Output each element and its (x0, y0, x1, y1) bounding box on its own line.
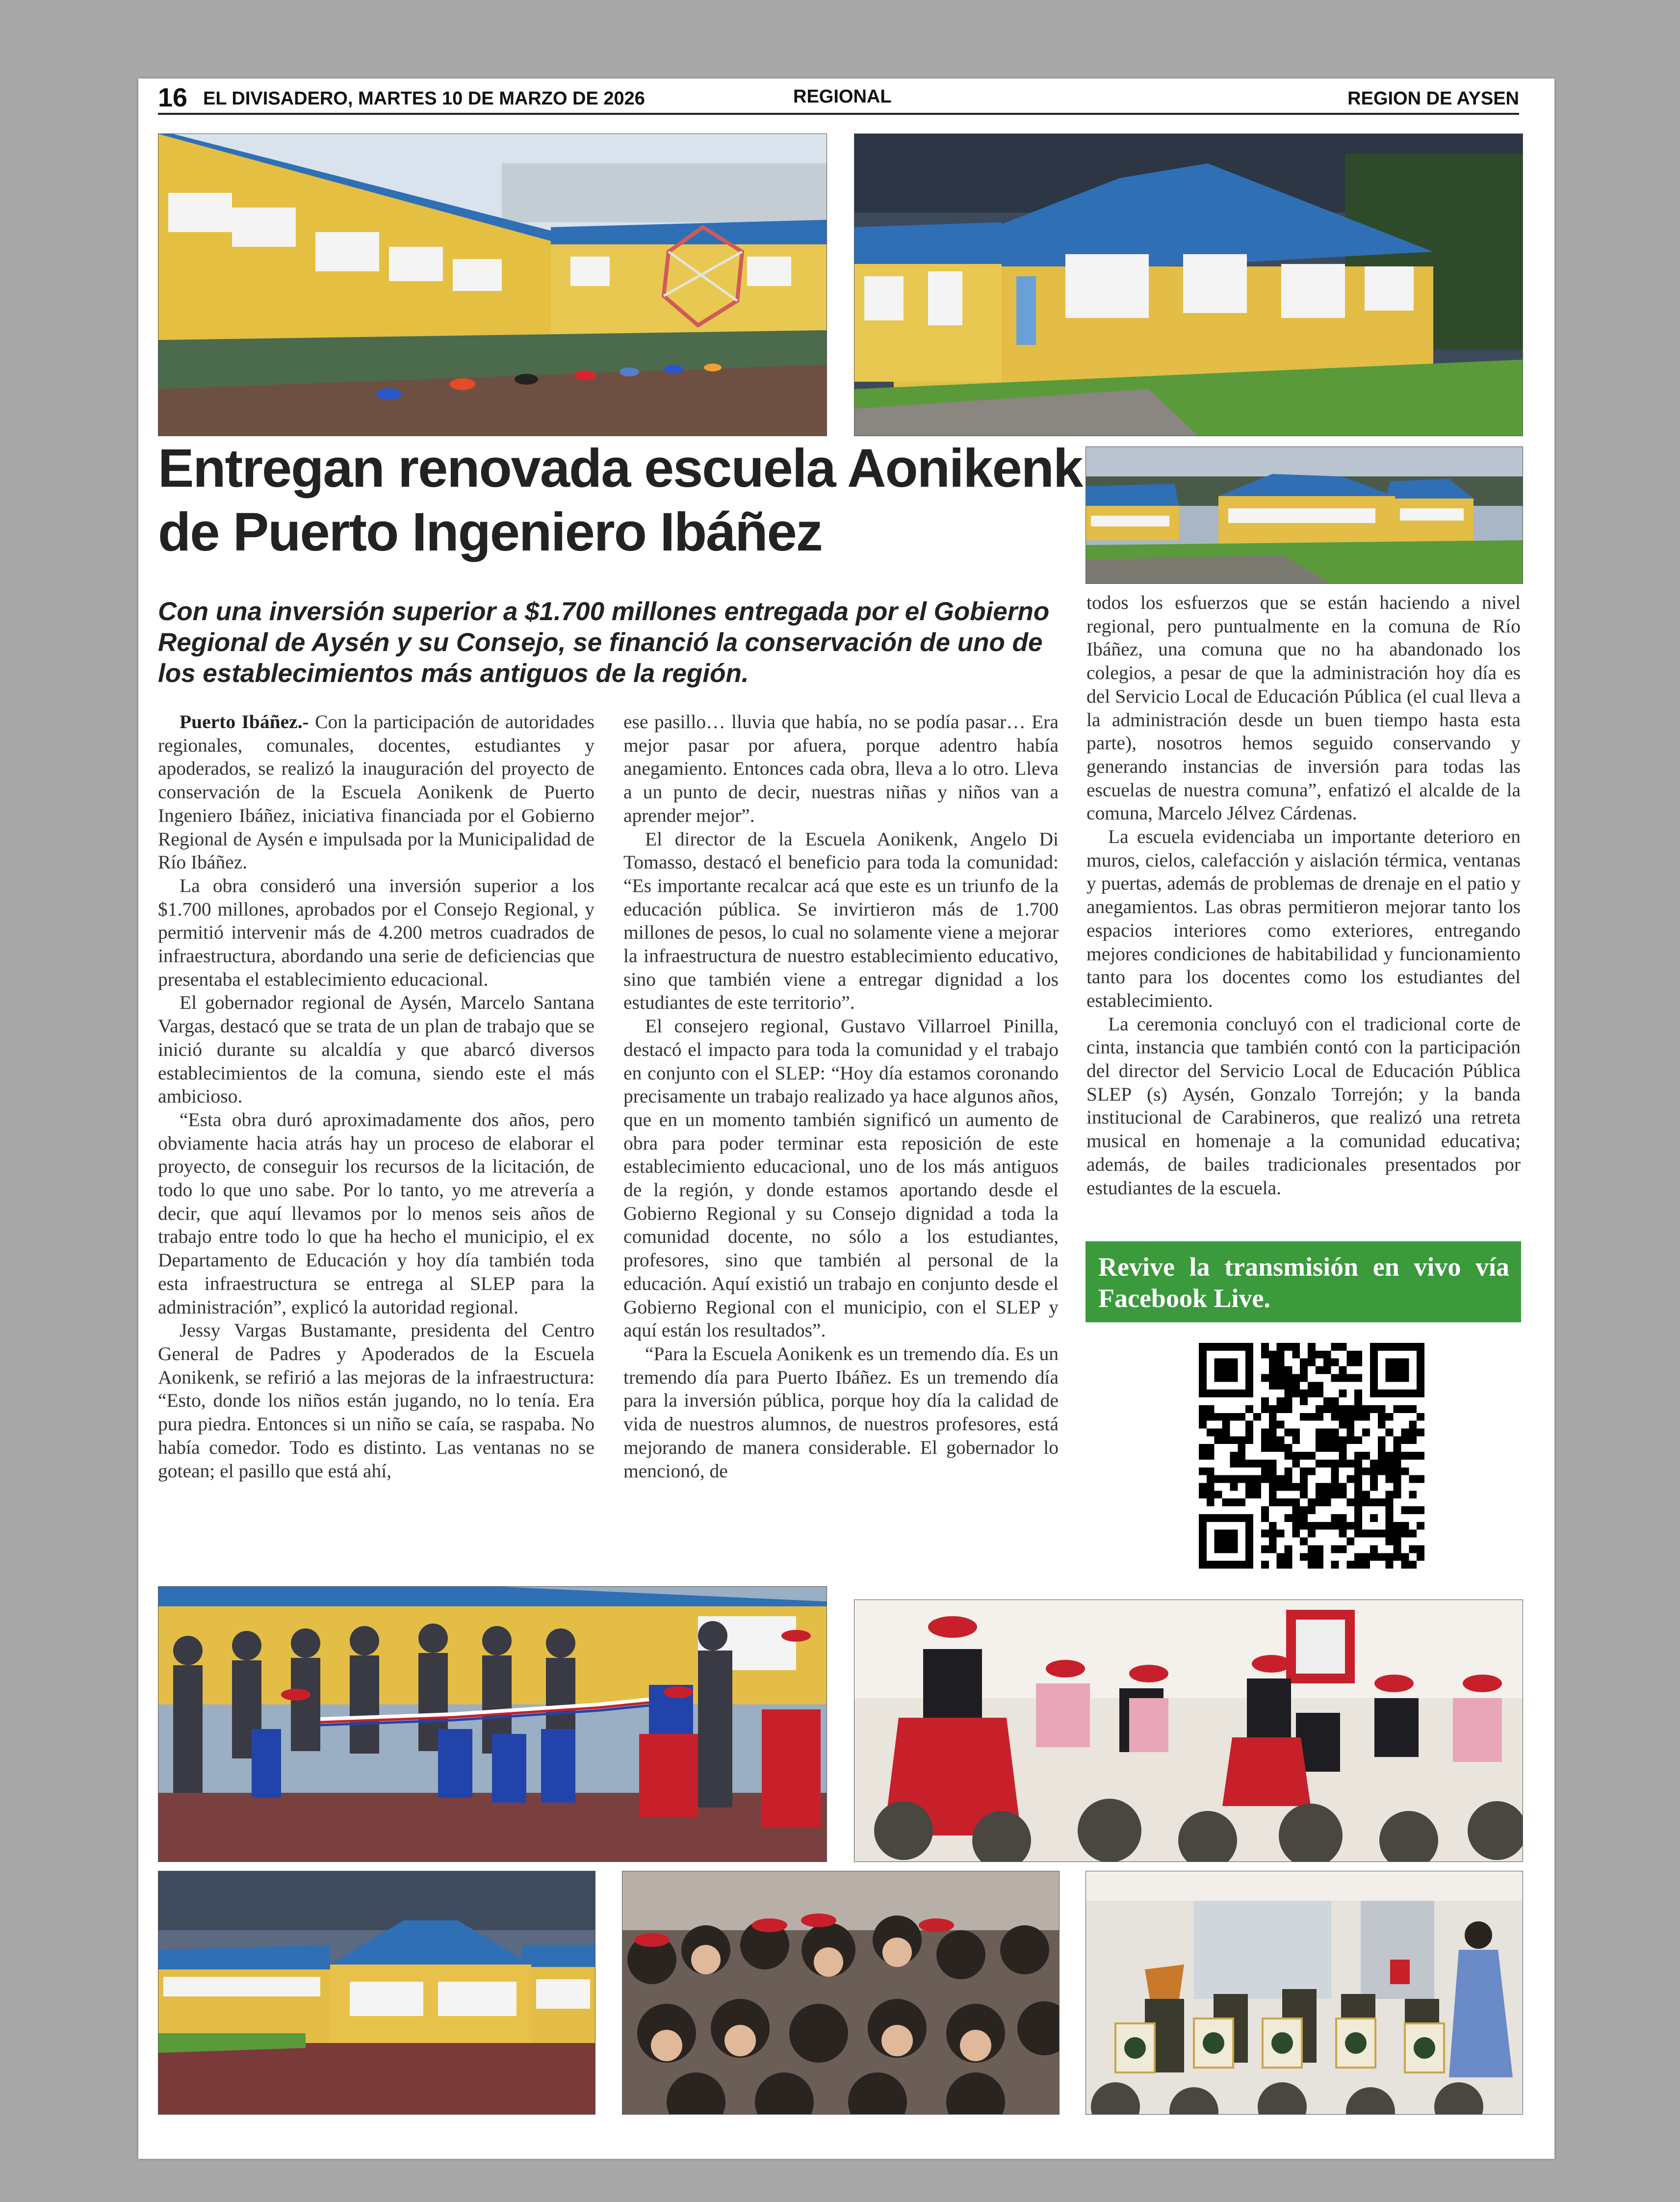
page-header (158, 82, 1519, 115)
paragraph: El director de la Escuela Aonikenk, Angelo Di Tomasso, destacó el beneficio para toda la comunidad: “Es importante recalcar acá que este es un triunfo de la educación pública. Se invirtieron más de 1.700 millones de pesos, lo cual no solamente viene a mejorar la infraestructura de nuestro establecimiento educativo, sino que también viene a entregar dignidad a los estudiantes de este territorio”. (623, 828, 1059, 1014)
school-aerial-wide-photo (1086, 446, 1523, 584)
qr-code[interactable] (1199, 1343, 1424, 1569)
paragraph: “Esta obra duró aproximadamente dos años, pero obviamente hacia atrás hay un proceso de elaborar el proyecto, de conseguir los recursos de la licitación, de todo lo que uno sabe. Por lo tanto, yo me atrevería a decir, que aquí llevamos por lo menos seis años de trabajo entre todo lo que ha hecho el municipio, el ex Departamento de Educación y hoy día también toda esta infraestructura se entrega al SLEP para la administración”, explicó la autoridad regional. (158, 1108, 594, 1318)
page-number: 16 (158, 83, 188, 112)
traditional-dance-photo (854, 1599, 1523, 1862)
article-subhead: Con una inversión superior a $1.700 millones entregada por el Gobierno Regional de Aysén y su Consejo, se financió la conservación de uno de los establecimientos más antiguos de la región. (158, 597, 1050, 688)
paragraph: La obra consideró una inversión superior a los $1.700 millones, aprobados por el Consejo Regional, y permitió intervenir más de 4.200 metros cuadrados de infraestructura, abordando una serie de deficiencias que presentaba el establecimiento educacional. (158, 874, 594, 990)
ribbon-cutting-ceremony-photo (158, 1586, 827, 1862)
school-courtyard-playground-photo (158, 133, 827, 436)
article-column-1 (158, 710, 594, 1483)
carabineros-band-dance-photo (1086, 1871, 1523, 2115)
school-building-exterior-photo (854, 133, 1523, 436)
paragraph: “Para la Escuela Aonikenk es un tremendo día. Es un tremendo día para Puerto Ibáñez. Es un tremendo día para la inversión pública, porque hoy día la calidad de vida de nuestros alumnos, de nuestros profesores, está mejorando de manera considerable. El gobernador lo mencionó, de (623, 1342, 1059, 1482)
section-label: REGIONAL (793, 86, 892, 107)
paper-name-date: EL DIVISADERO, MARTES 10 DE MARZO DE 2026 (203, 88, 645, 109)
article-headline: Entregan renovada escuela Aonikenk de Puerto Ingeniero Ibáñez (158, 438, 1083, 562)
qr-code-graphic (1199, 1343, 1424, 1569)
article-column-2 (623, 710, 1059, 1483)
article-column-3 (1086, 591, 1521, 1200)
paragraph: Jessy Vargas Bustamante, presidenta del Centro General de Padres y Apoderados de la Escuela Aonikenk, se refirió a las mejoras de la infraestructura: “Esto, donde los niños están jugando, no lo tenía. Era pura piedra. Entonces si un niño se caía, se raspaba. No había comedor. Todo es distinto. Las ventanas no se gotean; el pasillo que está ahí, (158, 1319, 594, 1482)
paragraph: ese pasillo… lluvia que había, no se podía pasar… Era mejor pasar por afuera, porque adentro había anegamiento. Entonces cada obra, lleva a lo otro. Lleva a un punto de decir, nuestras niñas y niños van a aprender mejor”. (623, 711, 1059, 826)
paragraph: todos los esfuerzos que se están haciendo a nivel regional, pero puntualmente en la comuna de Río Ibáñez, una comuna que no ha abandonado los colegios, a pesar de que la administración hoy día es del Servicio Local de Educación Pública (el cual lleva a la administración desde un buen tiempo hasta esta parte), nosotros hemos seguido conservando y generando instancias de inversión para todas las escuelas de nuestra comuna”, enfatizó el alcalde de la comuna, Marcelo Jélvez Cárdenas. (1086, 592, 1521, 824)
school-octagonal-building-photo (158, 1871, 595, 2115)
students-audience-photo (622, 1871, 1060, 2115)
paragraph: El consejero regional, Gustavo Villarroel Pinilla, destacó el impacto para toda la comunidad y el trabajo en conjunto con el SLEP: “Hoy día estamos coronando precisamente un trabajo realizado ya hace algunos años, que en un momento también significó un aumento de obra para poder terminar esta reposición de este establecimiento educacional, uno de los más antiguos de la región, y donde estamos aportando desde el Gobierno Regional y su Consejo dignidad a toda la comunidad docente, no sólo a los estudiantes, profesores, sino que también al personal de la educación. Aquí existió un trabajo en conjunto desde el Gobierno Regional con el municipio, con el SLEP y aquí están los resultados”. (623, 1015, 1059, 1341)
paragraph: Puerto Ibáñez.- Con la participación de autoridades regionales, comunales, docentes, estudiantes y apoderados, se realizó la inauguración del proyecto de conservación de la Escuela Aonikenk de Puerto Ingeniero Ibáñez, iniciativa financiada por el Gobierno Regional de Aysén e impulsada por la Municipalidad de Río Ibáñez. (158, 711, 594, 873)
paragraph: El gobernador regional de Aysén, Marcelo Santana Vargas, destacó que se trata de un plan de trabajo que se inició durante su alcaldía y que abarcó diversos establecimientos de la comuna, siendo este el más ambicioso. (158, 992, 594, 1107)
dateline: Puerto Ibáñez.- (180, 711, 309, 733)
region-label: REGION DE AYSEN (1347, 88, 1519, 109)
paragraph: La ceremonia concluyó con el tradicional corte de cinta, instancia que también contó con la participación del director del Servicio Local de Educación Pública SLEP (s) Aysén, Gonzalo Torrejón; y la banda institucional de Carabineros, que realizó una retreta musical en homenaje a la comunidad educativa; además, de bailes tradicionales presentados por estudiantes de la escuela. (1086, 1013, 1521, 1199)
facebook-live-callout: Revive la transmisión en vivo vía Facebook Live. (1086, 1241, 1521, 1322)
paragraph: La escuela evidenciaba un importante deterioro en muros, cielos, calefacción y aislación térmica, ventanas y puertas, además de problemas de drenaje en el patio y anegamientos. Las obras permitieron mejorar tanto los espacios interiores como exteriores, entregando mejores condiciones de habitabilidad y funcionamiento tanto para los docentes como los estudiantes del establecimiento. (1086, 826, 1521, 1011)
